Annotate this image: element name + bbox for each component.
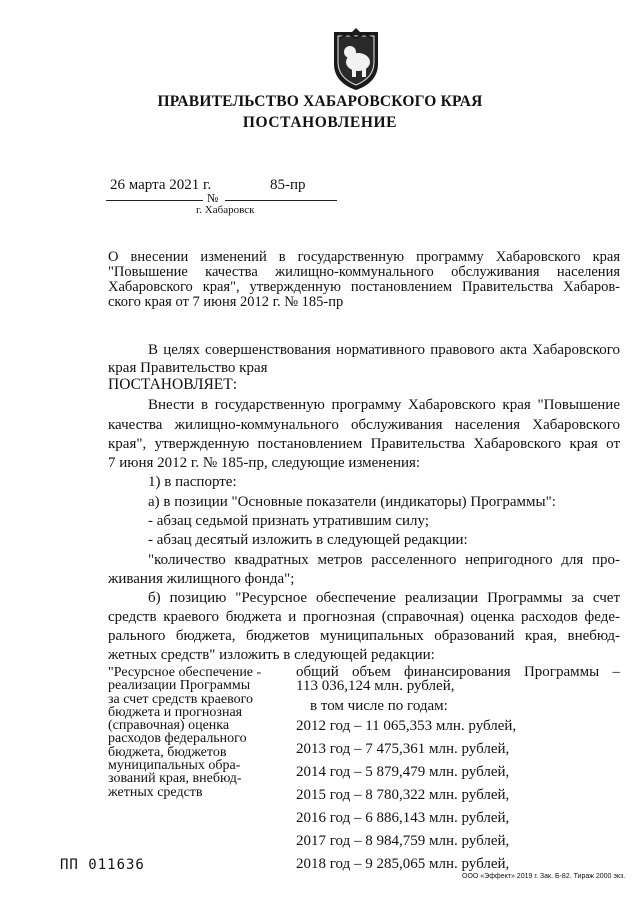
decree-number: 85-пр <box>270 177 306 193</box>
intro-line: В целях совершенствования нормативного правового акта Хабаровского <box>148 342 620 358</box>
table-left-column <box>108 666 270 799</box>
table-left-line: бюджета и прогнозная <box>108 704 243 720</box>
year-row: 2013 год – 7 475,361 млн. рублей, <box>296 741 510 757</box>
government-title: ПРАВИТЕЛЬСТВО ХАБАРОВСКОГО КРАЯ <box>157 93 483 110</box>
table-left-line: "Ресурсное обеспечение - <box>108 665 262 680</box>
paragraph-line: Внести в государственную программу Хабаровского края "Повышение <box>148 397 620 413</box>
paragraph-line: жетных средств" изложить в следующей редакции: <box>108 647 435 663</box>
list-item: - абзац десятый изложить в следующей редакции: <box>148 532 468 548</box>
table-left-line: (справочная) оценка <box>108 718 230 734</box>
table-left-line: бюджета, бюджетов <box>108 744 227 760</box>
decrees-word: ПОСТАНОВЛЯЕТ: <box>108 376 238 393</box>
coat-of-arms-icon <box>328 28 384 92</box>
table-left-line: муниципальных обра- <box>108 758 241 774</box>
list-item: 1) в паспорте: <box>148 474 237 490</box>
printer-imprint: ООО «Эффект» 2019 г. Зак. Б-82. Тираж 2000 экз. <box>462 873 626 880</box>
serial-number: ПП 011636 <box>60 857 145 873</box>
subject-line: Хабаровского края", утвержденную постановлением Правительства Хабаров- <box>108 279 620 295</box>
by-years-label: в том числе по годам: <box>310 698 448 714</box>
year-row: 2015 год – 8 780,322 млн. рублей, <box>296 787 510 803</box>
paragraph-line: средств краевого бюджета и прогнозная (справочная) оценка расходов феде- <box>108 609 620 625</box>
decree-date: 26 марта 2021 г. <box>110 177 212 193</box>
list-item: а) в позиции "Основные показатели (индикаторы) Программы": <box>148 494 556 510</box>
year-row: 2017 год – 8 984,759 млн. рублей, <box>296 833 510 849</box>
paragraph-line: качества жилищно-коммунального обслуживания населения Хабаровского <box>108 417 620 433</box>
quote-line: живания жилищного фонда"; <box>108 571 295 587</box>
paragraph-line: б) позицию "Ресурсное обеспечение реализации Программы за счет <box>148 590 620 606</box>
table-left-line: зований края, внебюд- <box>108 771 242 787</box>
table-left-line: жетных средств <box>108 784 203 800</box>
total-funding: общий объем финансирования Программы – <box>296 664 620 680</box>
date-underline <box>106 200 203 201</box>
year-row: 2014 год – 5 879,479 млн. рублей, <box>296 764 510 780</box>
paragraph-line: рального бюджета, бюджетов муниципальных образований края, внебюд- <box>108 628 620 644</box>
table-left-line: реализации Программы <box>108 678 251 694</box>
year-row: 2012 год – 11 065,353 млн. рублей, <box>296 718 517 734</box>
subject-line: О внесении изменений в государственную программу Хабаровского края <box>108 249 620 265</box>
subject-line: "Повышение качества жилищно-коммунального обслуживания населения <box>108 264 620 280</box>
quote-line: "количество квадратных метров расселенного непригодного для про- <box>148 552 620 568</box>
number-sign: № <box>207 191 219 205</box>
year-row: 2018 год – 9 285,065 млн. рублей, <box>296 856 510 872</box>
subject-line: ского края от 7 июня 2012 г. № 185-пр <box>108 294 344 310</box>
table-left-line: расходов федерального <box>108 731 247 747</box>
paragraph-line: 7 июня 2012 г. № 185-пр, следующие изменения: <box>108 455 421 471</box>
decree-subject <box>108 250 620 310</box>
paragraph-line: края", утвержденную постановлением Правительства Хабаровского края от <box>108 436 620 452</box>
document-type: ПОСТАНОВЛЕНИЕ <box>242 114 398 131</box>
table-left-line: за счет средств краевого <box>108 691 253 707</box>
total-funding-amount: 113 036,124 млн. рублей, <box>296 678 455 694</box>
intro-line: края Правительство края <box>108 360 268 376</box>
year-row: 2016 год – 6 886,143 млн. рублей, <box>296 810 510 826</box>
city-name: г. Хабаровск <box>196 204 255 216</box>
list-item: - абзац седьмой признать утратившим силу; <box>148 513 429 529</box>
number-underline <box>225 200 337 201</box>
